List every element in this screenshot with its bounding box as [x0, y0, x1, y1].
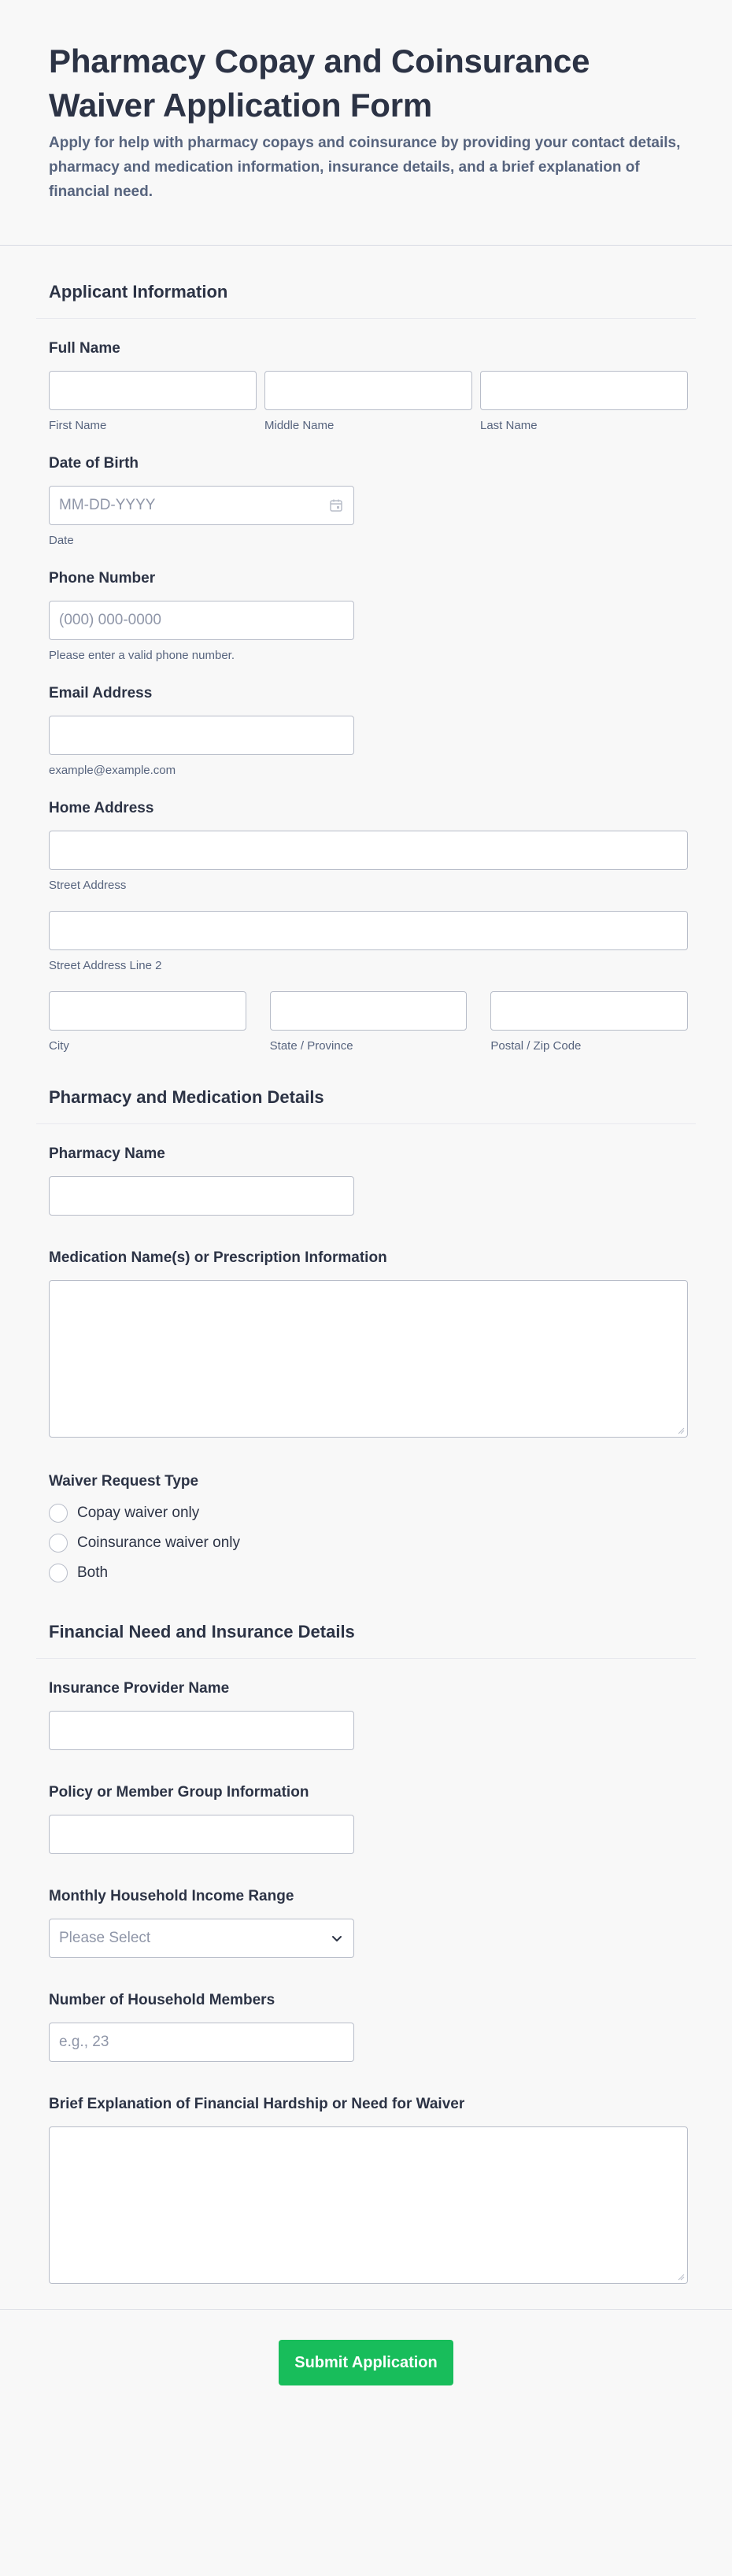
income-select[interactable]: [49, 1919, 354, 1958]
section-header-applicant: [36, 246, 696, 319]
phone-field: [36, 549, 696, 664]
address-field: [36, 779, 696, 1054]
phone-label: Phone Number: [49, 570, 156, 587]
policy-field: [36, 1750, 696, 1854]
city-col: [49, 991, 246, 1054]
household-field: [36, 1958, 696, 2062]
zip-col: [490, 991, 688, 1054]
phone-placeholder: (000) 000-0000: [59, 612, 161, 628]
submit-button[interactable]: Submit Application: [279, 2340, 453, 2385]
full-name-field: [36, 319, 696, 434]
address-label: Home Address: [49, 800, 154, 816]
last-name-input[interactable]: [480, 371, 688, 410]
radio-label: Copay waiver only: [77, 1505, 200, 1521]
full-name-label: Full Name: [49, 340, 120, 357]
state-input[interactable]: [270, 991, 468, 1031]
dob-sublabel: Date: [49, 534, 74, 547]
household-placeholder: e.g., 23: [59, 2034, 109, 2050]
pharmacy-name-input[interactable]: [49, 1176, 354, 1216]
section-applicant: [0, 246, 732, 1054]
radio-button[interactable]: [49, 1534, 68, 1553]
chevron-down-icon: [330, 1931, 344, 1945]
state-col: [270, 991, 468, 1054]
medication-label: Medication Name(s) or Prescription Information: [49, 1249, 387, 1266]
first-name-input[interactable]: [49, 371, 257, 410]
radio-option-coinsurance[interactable]: [49, 1534, 683, 1553]
middle-name-input[interactable]: [264, 371, 472, 410]
radio-button[interactable]: [49, 1564, 68, 1582]
middle-name-sublabel: Middle Name: [264, 419, 335, 432]
zip-input[interactable]: [490, 991, 688, 1031]
form-footer: [0, 2309, 732, 2417]
form-title: Pharmacy Copay and Coinsurance Waiver Application Form: [49, 43, 590, 124]
radio-label: Both: [77, 1564, 109, 1581]
dob-input[interactable]: [49, 486, 354, 525]
street-address-line2-input[interactable]: [49, 911, 688, 950]
street-address-sublabel: Street Address: [49, 879, 127, 892]
household-input[interactable]: [49, 2023, 354, 2062]
pharmacy-name-field: [36, 1124, 696, 1216]
section-financial: [0, 1593, 732, 2284]
dob-placeholder: MM-DD-YYYY: [59, 497, 156, 513]
dob-label: Date of Birth: [49, 455, 139, 472]
phone-input[interactable]: [49, 601, 354, 640]
full-name-row: [49, 371, 688, 434]
calendar-icon[interactable]: [328, 498, 344, 513]
last-name-sublabel: Last Name: [480, 419, 538, 432]
section-title: Pharmacy and Medication Details: [49, 1087, 324, 1107]
email-field: [36, 664, 696, 779]
explanation-field: [36, 2062, 696, 2284]
section-header-financial: [36, 1593, 696, 1659]
medication-textarea[interactable]: [49, 1280, 688, 1438]
insurance-provider-label: Insurance Provider Name: [49, 1680, 230, 1697]
radio-option-copay[interactable]: [49, 1504, 683, 1523]
waiver-type-field: [36, 1438, 696, 1582]
income-label: Monthly Household Income Range: [49, 1888, 294, 1904]
section-title: Applicant Information: [49, 282, 228, 302]
dob-field: [36, 434, 696, 549]
income-field: [36, 1854, 696, 1958]
last-name-col: [480, 371, 688, 434]
insurance-provider-field: [36, 1659, 696, 1750]
form-description: Apply for help with pharmacy copays and coinsurance by providing your contact details, pharmacy and medication information, insurance details, and a brief explanation of financial need.: [49, 135, 681, 200]
household-label: Number of Household Members: [49, 1992, 275, 2008]
first-name-sublabel: First Name: [49, 419, 107, 432]
resize-handle-icon[interactable]: [677, 1427, 685, 1434]
explanation-textarea[interactable]: [49, 2126, 688, 2284]
phone-sublabel: Please enter a valid phone number.: [49, 649, 235, 662]
first-name-col: [49, 371, 257, 434]
form-header: [0, 0, 732, 246]
policy-input[interactable]: [49, 1815, 354, 1854]
section-pharmacy: [0, 1054, 732, 1582]
radio-label: Coinsurance waiver only: [77, 1534, 240, 1551]
street-address-input[interactable]: [49, 831, 688, 870]
middle-name-col: [264, 371, 472, 434]
section-header-pharmacy: [36, 1054, 696, 1124]
insurance-provider-input[interactable]: [49, 1711, 354, 1750]
city-state-zip-row: [49, 991, 688, 1054]
email-label: Email Address: [49, 685, 153, 701]
zip-sublabel: Postal / Zip Code: [490, 1039, 582, 1053]
explanation-label: Brief Explanation of Financial Hardship or Need for Waiver: [49, 2096, 465, 2112]
section-title: Financial Need and Insurance Details: [49, 1622, 355, 1641]
radio-option-both[interactable]: [49, 1564, 683, 1582]
medication-field: [36, 1216, 696, 1438]
pharmacy-name-label: Pharmacy Name: [49, 1146, 165, 1162]
city-sublabel: City: [49, 1039, 69, 1053]
city-input[interactable]: [49, 991, 246, 1031]
email-sublabel: example@example.com: [49, 764, 176, 777]
radio-button[interactable]: [49, 1504, 68, 1523]
income-placeholder: Please Select: [59, 1930, 151, 1946]
waiver-type-label: Waiver Request Type: [49, 1473, 199, 1490]
resize-handle-icon[interactable]: [677, 2273, 685, 2281]
state-sublabel: State / Province: [269, 1039, 353, 1053]
street-address-line2-sublabel: Street Address Line 2: [49, 959, 162, 972]
email-input[interactable]: [49, 716, 354, 755]
policy-label: Policy or Member Group Information: [49, 1784, 309, 1801]
